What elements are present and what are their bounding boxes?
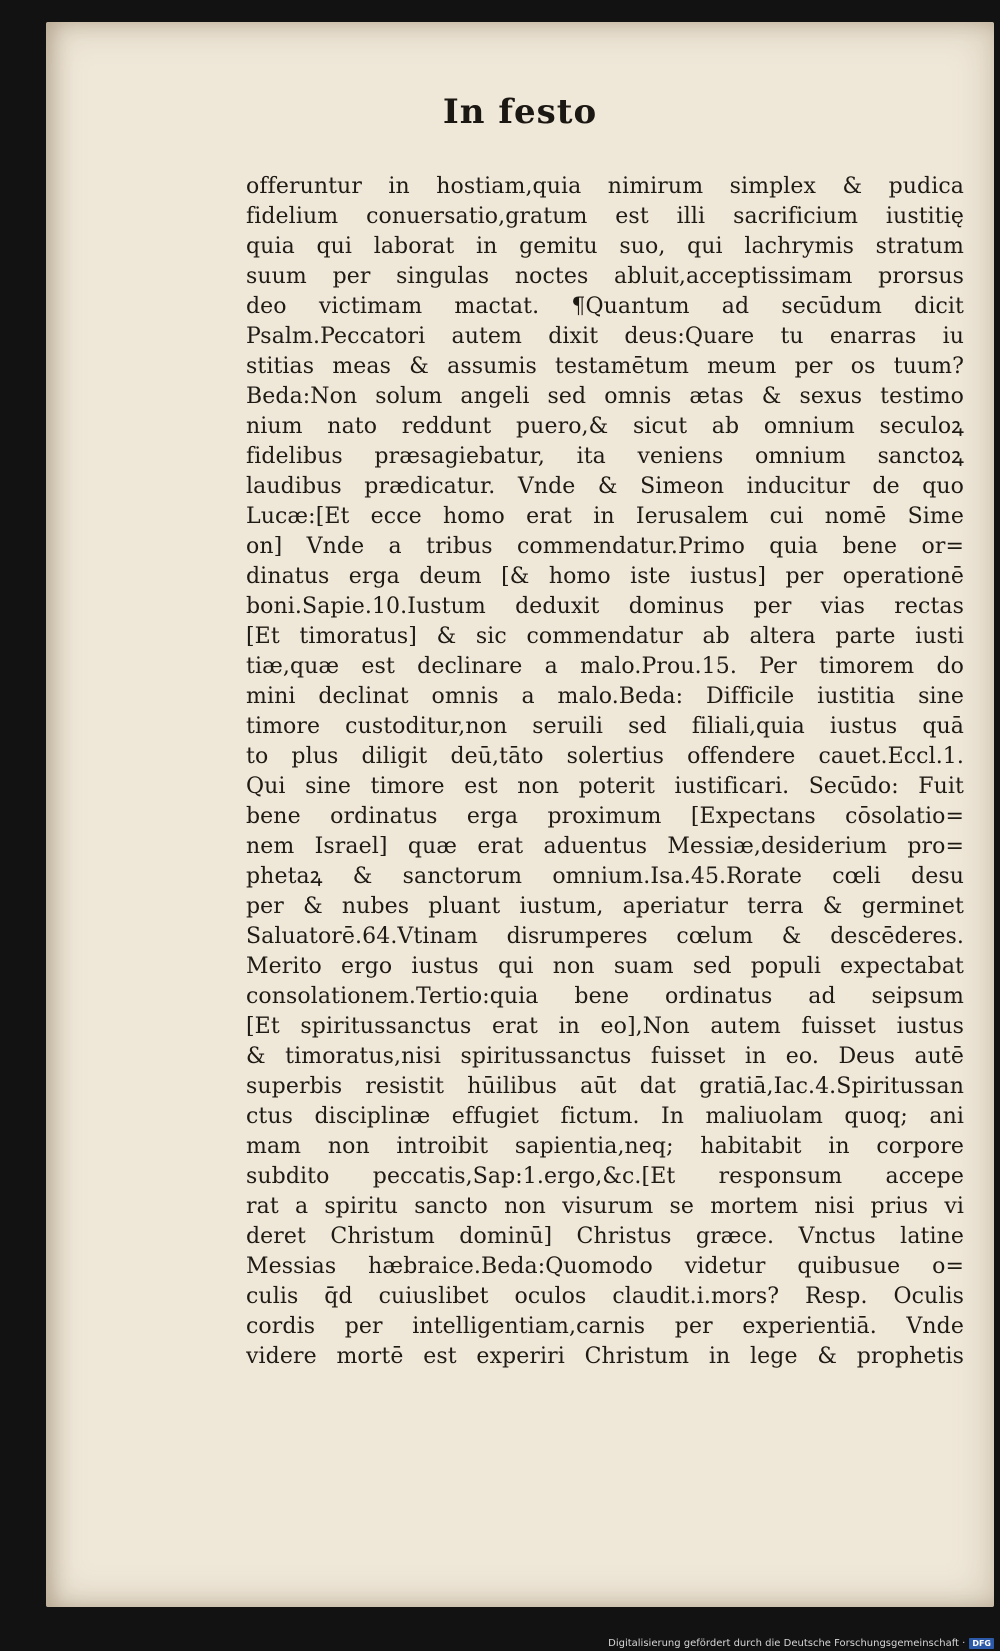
text-line: & timoratus,nisi spiritussanctus fuisset in eo. Deus autē <box>246 1044 964 1069</box>
text-line: Messias hæbraice.Beda:Quomodo videtur quibusue o= <box>246 1254 964 1279</box>
text-line: to plus diligit deū,tāto solertius offendere cauet.Eccl.1. <box>246 744 964 769</box>
text-line: nium nato reddunt puero,& sicut ab omnium seculoꝝ <box>246 414 964 439</box>
text-line: deret Christum dominū] Christus græce. Vnctus latine <box>246 1224 964 1249</box>
dfg-logo-icon: DFG <box>969 1638 994 1649</box>
text-line: stitias meas & assumis testamētum meum per os tuum? <box>246 354 964 379</box>
text-block <box>246 172 964 1372</box>
text-line: tiæ,quæ est declinare a malo.Prou.15. Per timorem do <box>246 654 964 679</box>
text-line: rat a spiritu sancto non visurum se mortem nisi prius vi <box>246 1194 964 1219</box>
text-line: mini declinat omnis a malo.Beda: Difficile iustitia sine <box>246 684 964 709</box>
digitization-credit <box>608 1638 994 1649</box>
text-line: [Et spiritussanctus erat in eo],Non autem fuisset iustus <box>246 1014 964 1039</box>
text-line: Lucæ:[Et ecce homo erat in Ierusalem cui nomē Sime <box>246 504 964 529</box>
text-line: suum per singulas noctes abluit,acceptissimam prorsus <box>246 264 964 289</box>
credit-text: Digitalisierung gefördert durch die Deutsche Forschungsgemeinschaft · <box>608 1638 966 1649</box>
text-line: deo victimam mactat. ¶Quantum ad secūdum dicit <box>246 294 964 319</box>
text-line: Psalm.Peccatori autem dixit deus:Quare tu enarras iu <box>246 324 964 349</box>
text-line: fidelium conuersatio,gratum est illi sacrificium iustitię <box>246 204 964 229</box>
text-line: videre mortē est experiri Christum in lege & prophetis <box>246 1344 964 1369</box>
text-line: boni.Sapie.10.Iustum deduxit dominus per vias rectas <box>246 594 964 619</box>
text-line: dinatus erga deum [& homo iste iustus] per operationē <box>246 564 964 589</box>
text-line: consolationem.Tertio:quia bene ordinatus ad seipsum <box>246 984 964 1009</box>
text-line: Qui sine timore est non poterit iustificari. Secūdo: Fuit <box>246 774 964 799</box>
text-line: phetaꝝ & sanctorum omnium.Isa.45.Rorate cœli desu <box>246 864 964 889</box>
text-line: mam non introibit sapientia,neq; habitabit in corpore <box>246 1134 964 1159</box>
book-page <box>46 22 994 1607</box>
text-line: laudibus prædicatur. Vnde & Simeon inducitur de quo <box>246 474 964 499</box>
text-line: superbis resistit hūilibus aūt dat gratiā,Iac.4.Spiritussan <box>246 1074 964 1099</box>
text-line: per & nubes pluant iustum, aperiatur terra & germinet <box>246 894 964 919</box>
text-line: Beda:Non solum angeli sed omnis ætas & sexus testimo <box>246 384 964 409</box>
text-line: offeruntur in hostiam,quia nimirum simplex & pudica <box>246 174 964 199</box>
text-line: cordis per intelligentiam,carnis per experientiā. Vnde <box>246 1314 964 1339</box>
text-line: timore custoditur,non seruili sed filiali,quia iustus quā <box>246 714 964 739</box>
text-line: Merito ergo iustus qui non suam sed populi expectabat <box>246 954 964 979</box>
text-line: [Et timoratus] & sic commendatur ab altera parte iusti <box>246 624 964 649</box>
text-line: culis q̄d cuiuslibet oculos claudit.i.mors? Resp. Oculis <box>246 1284 964 1309</box>
text-line: on] Vnde a tribus commendatur.Primo quia bene or= <box>246 534 964 559</box>
text-line: fidelibus præsagiebatur, ita veniens omnium sanctoꝝ <box>246 444 964 469</box>
text-line: quia qui laborat in gemitu suo, qui lachrymis stratum <box>246 234 964 259</box>
page-header: In festo <box>442 92 598 132</box>
text-line: nem Israel] quæ erat aduentus Messiæ,desiderium pro= <box>246 834 964 859</box>
text-line: ctus disciplinæ effugiet fictum. In maliuolam quoq; ani <box>246 1104 964 1129</box>
text-line: Saluatorē.64.Vtinam disrumperes cœlum & descēderes. <box>246 924 964 949</box>
text-line: bene ordinatus erga proximum [Expectans cōsolatio= <box>246 804 964 829</box>
text-line: subdito peccatis,Sap:1.ergo,&c.[Et responsum accepe <box>246 1164 964 1189</box>
